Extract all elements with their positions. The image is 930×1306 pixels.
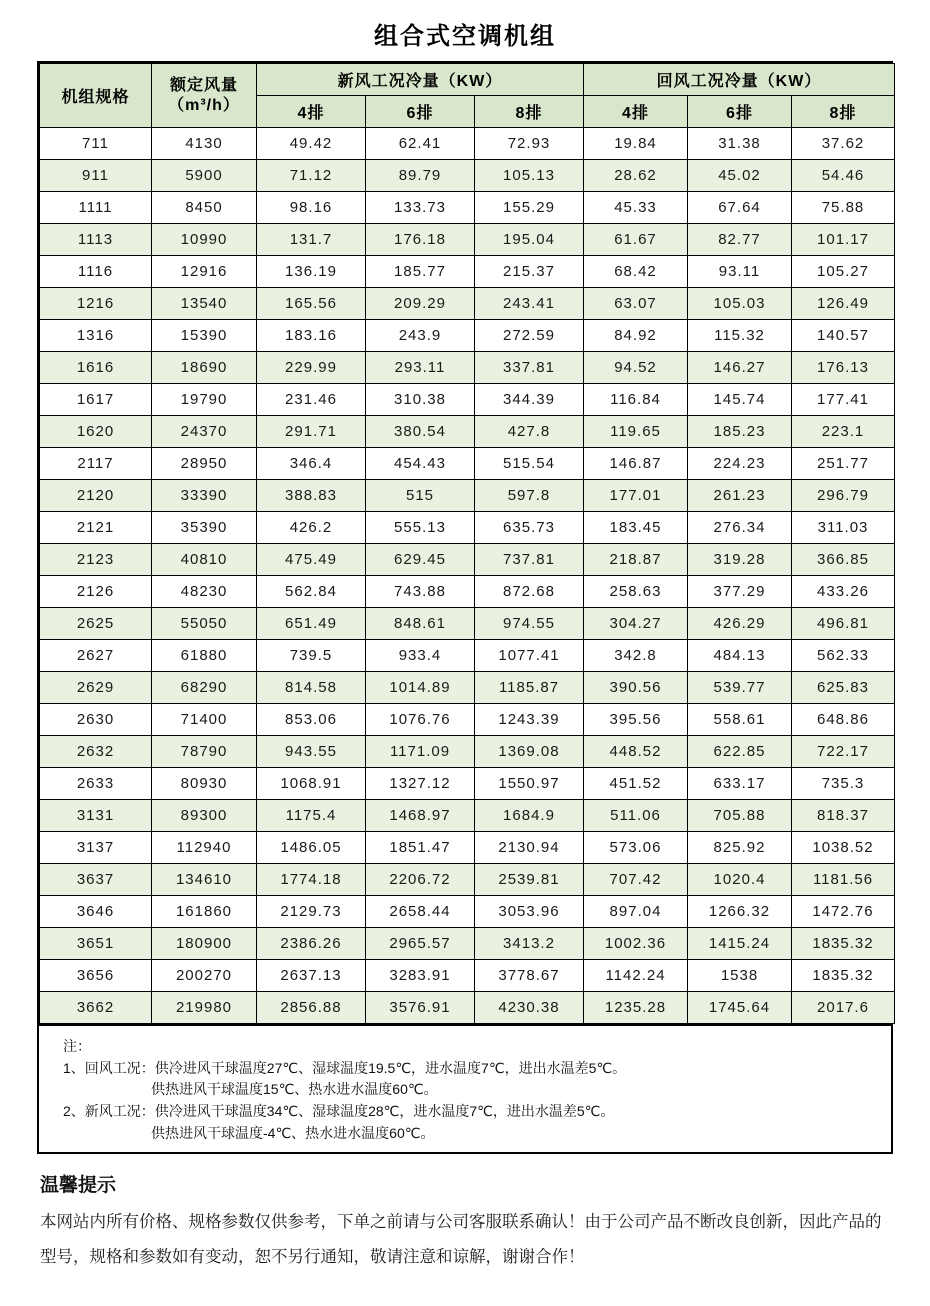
cell: 825.92 xyxy=(688,832,792,864)
cell: 183.16 xyxy=(257,320,366,352)
cell: 177.41 xyxy=(792,384,895,416)
cell: 1774.18 xyxy=(257,864,366,896)
cell: 105.03 xyxy=(688,288,792,320)
table-row xyxy=(40,640,895,672)
cell: 10990 xyxy=(152,224,257,256)
header-group-return-air: 回风工况冷量（KW） xyxy=(584,64,895,96)
cell: 346.4 xyxy=(257,448,366,480)
cell: 1077.41 xyxy=(475,640,584,672)
cell: 539.77 xyxy=(688,672,792,704)
cell: 82.77 xyxy=(688,224,792,256)
cell: 622.85 xyxy=(688,736,792,768)
table-row xyxy=(40,768,895,800)
cell: 1468.97 xyxy=(366,800,475,832)
table-row xyxy=(40,608,895,640)
cell: 224.23 xyxy=(688,448,792,480)
cell: 1616 xyxy=(40,352,152,384)
cell: 735.3 xyxy=(792,768,895,800)
notes-section xyxy=(39,1024,891,1152)
cell: 3413.2 xyxy=(475,928,584,960)
header-fresh-6rows: 6排 xyxy=(366,96,475,128)
table-row xyxy=(40,992,895,1024)
cell: 1745.64 xyxy=(688,992,792,1024)
cell: 35390 xyxy=(152,512,257,544)
cell: 3283.91 xyxy=(366,960,475,992)
cell: 597.8 xyxy=(475,480,584,512)
cell: 133.73 xyxy=(366,192,475,224)
cell: 1851.47 xyxy=(366,832,475,864)
cell: 45.02 xyxy=(688,160,792,192)
table-row xyxy=(40,736,895,768)
cell: 337.81 xyxy=(475,352,584,384)
cell: 1014.89 xyxy=(366,672,475,704)
cell: 2121 xyxy=(40,512,152,544)
cell: 2120 xyxy=(40,480,152,512)
cell: 515 xyxy=(366,480,475,512)
cell: 366.85 xyxy=(792,544,895,576)
table-row xyxy=(40,224,895,256)
cell: 496.81 xyxy=(792,608,895,640)
cell: 45.33 xyxy=(584,192,688,224)
table-row xyxy=(40,704,895,736)
cell: 146.87 xyxy=(584,448,688,480)
cell: 342.8 xyxy=(584,640,688,672)
table-row xyxy=(40,544,895,576)
cell: 3576.91 xyxy=(366,992,475,1024)
cell: 293.11 xyxy=(366,352,475,384)
cell: 33390 xyxy=(152,480,257,512)
cell: 101.17 xyxy=(792,224,895,256)
cell: 48230 xyxy=(152,576,257,608)
cell: 12916 xyxy=(152,256,257,288)
cell: 78790 xyxy=(152,736,257,768)
table-row xyxy=(40,320,895,352)
cell: 1002.36 xyxy=(584,928,688,960)
cell: 215.37 xyxy=(475,256,584,288)
tips-body: 本网站内所有价格、规格参数仅供参考，下单之前请与公司客服联系确认！由于公司产品不断改良创新，因此产品的型号，规格和参数如有变动，恕不另行通知，敬请注意和谅解，谢谢合作！ xyxy=(40,1213,882,1267)
cell: 2017.6 xyxy=(792,992,895,1024)
table-row xyxy=(40,160,895,192)
cell: 296.79 xyxy=(792,480,895,512)
cell: 155.29 xyxy=(475,192,584,224)
cell: 2965.57 xyxy=(366,928,475,960)
cell: 711 xyxy=(40,128,152,160)
note-item-return-air-line2: 供热进风干球温度15℃、热水进水温度60℃。 xyxy=(151,1081,438,1098)
cell: 276.34 xyxy=(688,512,792,544)
cell: 176.13 xyxy=(792,352,895,384)
note-return-cooling: 供冷进风干球温度27℃、湿球温度19.5℃，进水温度7℃，进出水温差5℃。 xyxy=(154,1059,627,1076)
cell: 2856.88 xyxy=(257,992,366,1024)
cell: 72.93 xyxy=(475,128,584,160)
cell: 911 xyxy=(40,160,152,192)
cell: 18690 xyxy=(152,352,257,384)
cell: 49.42 xyxy=(257,128,366,160)
cell: 2117 xyxy=(40,448,152,480)
cell: 2633 xyxy=(40,768,152,800)
cell: 1835.32 xyxy=(792,928,895,960)
cell: 943.55 xyxy=(257,736,366,768)
cell: 737.81 xyxy=(475,544,584,576)
cell: 195.04 xyxy=(475,224,584,256)
cell: 251.77 xyxy=(792,448,895,480)
table-row xyxy=(40,576,895,608)
cell: 75.88 xyxy=(792,192,895,224)
cell: 3131 xyxy=(40,800,152,832)
cell: 818.37 xyxy=(792,800,895,832)
cell: 89300 xyxy=(152,800,257,832)
note-item-return-air-line1 xyxy=(63,1058,879,1080)
cell: 2130.94 xyxy=(475,832,584,864)
cell: 814.58 xyxy=(257,672,366,704)
cell: 515.54 xyxy=(475,448,584,480)
cell: 426.29 xyxy=(688,608,792,640)
cell: 1684.9 xyxy=(475,800,584,832)
header-unit-spec: 机组规格 xyxy=(40,64,152,128)
table-row xyxy=(40,672,895,704)
cell: 3646 xyxy=(40,896,152,928)
cell: 395.56 xyxy=(584,704,688,736)
cell: 140.57 xyxy=(792,320,895,352)
cell: 304.27 xyxy=(584,608,688,640)
cell: 229.99 xyxy=(257,352,366,384)
cell: 161860 xyxy=(152,896,257,928)
cell: 258.63 xyxy=(584,576,688,608)
cell: 390.56 xyxy=(584,672,688,704)
cell: 126.49 xyxy=(792,288,895,320)
cell: 68290 xyxy=(152,672,257,704)
cell: 426.2 xyxy=(257,512,366,544)
cell: 3637 xyxy=(40,864,152,896)
cell: 2386.26 xyxy=(257,928,366,960)
cell: 28.62 xyxy=(584,160,688,192)
cell: 2123 xyxy=(40,544,152,576)
cell: 71.12 xyxy=(257,160,366,192)
note-return-prefix: 1、回风工况： xyxy=(63,1059,155,1076)
cell: 1038.52 xyxy=(792,832,895,864)
table-row xyxy=(40,864,895,896)
cell: 1620 xyxy=(40,416,152,448)
note-fresh-prefix: 2、新风工况： xyxy=(63,1103,155,1120)
cell: 136.19 xyxy=(257,256,366,288)
cell: 145.74 xyxy=(688,384,792,416)
cell: 344.39 xyxy=(475,384,584,416)
table-row xyxy=(40,928,895,960)
cell: 243.41 xyxy=(475,288,584,320)
cell: 562.33 xyxy=(792,640,895,672)
cell: 67.64 xyxy=(688,192,792,224)
cell: 3778.67 xyxy=(475,960,584,992)
cell: 1327.12 xyxy=(366,768,475,800)
cell: 19790 xyxy=(152,384,257,416)
cell: 40810 xyxy=(152,544,257,576)
cell: 80930 xyxy=(152,768,257,800)
table-row xyxy=(40,896,895,928)
cell: 62.41 xyxy=(366,128,475,160)
cell: 112940 xyxy=(152,832,257,864)
page-title: 组合式空调机组 xyxy=(374,23,556,50)
cell: 853.06 xyxy=(257,704,366,736)
cell: 219980 xyxy=(152,992,257,1024)
cell: 1113 xyxy=(40,224,152,256)
cell: 89.79 xyxy=(366,160,475,192)
cell: 454.43 xyxy=(366,448,475,480)
header-return-6rows: 6排 xyxy=(688,96,792,128)
cell: 272.59 xyxy=(475,320,584,352)
header-rated-airflow-line1: 额定风量 xyxy=(169,76,238,94)
cell: 68.42 xyxy=(584,256,688,288)
table-row xyxy=(40,256,895,288)
cell: 1835.32 xyxy=(792,960,895,992)
header-return-4rows: 4排 xyxy=(584,96,688,128)
cell: 558.61 xyxy=(688,704,792,736)
cell: 648.86 xyxy=(792,704,895,736)
cell: 707.42 xyxy=(584,864,688,896)
cell: 1116 xyxy=(40,256,152,288)
cell: 116.84 xyxy=(584,384,688,416)
cell: 484.13 xyxy=(688,640,792,672)
table-row xyxy=(40,960,895,992)
cell: 2630 xyxy=(40,704,152,736)
cell: 291.71 xyxy=(257,416,366,448)
cell: 93.11 xyxy=(688,256,792,288)
cell: 94.52 xyxy=(584,352,688,384)
header-rated-airflow-line2: （m³/h） xyxy=(168,96,240,114)
cell: 743.88 xyxy=(366,576,475,608)
cell: 705.88 xyxy=(688,800,792,832)
cell: 4230.38 xyxy=(475,992,584,1024)
cell: 2126 xyxy=(40,576,152,608)
cell: 311.03 xyxy=(792,512,895,544)
table-row xyxy=(40,288,895,320)
cell: 555.13 xyxy=(366,512,475,544)
cell: 185.23 xyxy=(688,416,792,448)
cell: 451.52 xyxy=(584,768,688,800)
cell: 651.49 xyxy=(257,608,366,640)
cell: 562.84 xyxy=(257,576,366,608)
header-fresh-8rows: 8排 xyxy=(475,96,584,128)
cell: 1175.4 xyxy=(257,800,366,832)
cell: 177.01 xyxy=(584,480,688,512)
cell: 1076.76 xyxy=(366,704,475,736)
table-row xyxy=(40,352,895,384)
cell: 310.38 xyxy=(366,384,475,416)
header-return-8rows: 8排 xyxy=(792,96,895,128)
cell: 5900 xyxy=(152,160,257,192)
table-row xyxy=(40,512,895,544)
cell: 15390 xyxy=(152,320,257,352)
cell: 63.07 xyxy=(584,288,688,320)
cell: 98.16 xyxy=(257,192,366,224)
cell: 380.54 xyxy=(366,416,475,448)
cell: 1171.09 xyxy=(366,736,475,768)
cell: 165.56 xyxy=(257,288,366,320)
cell: 377.29 xyxy=(688,576,792,608)
table-row xyxy=(40,448,895,480)
cell: 185.77 xyxy=(366,256,475,288)
cell: 974.55 xyxy=(475,608,584,640)
cell: 1617 xyxy=(40,384,152,416)
cell: 2206.72 xyxy=(366,864,475,896)
cell: 134610 xyxy=(152,864,257,896)
table-body xyxy=(40,128,895,1024)
cell: 1486.05 xyxy=(257,832,366,864)
cell: 388.83 xyxy=(257,480,366,512)
cell: 28950 xyxy=(152,448,257,480)
cell: 1316 xyxy=(40,320,152,352)
cell: 261.23 xyxy=(688,480,792,512)
notes-label: 注： xyxy=(63,1038,91,1054)
table-header xyxy=(40,64,895,128)
cell: 71400 xyxy=(152,704,257,736)
table-row xyxy=(40,128,895,160)
cell: 3656 xyxy=(40,960,152,992)
cell: 933.4 xyxy=(366,640,475,672)
cell: 1020.4 xyxy=(688,864,792,896)
cell: 13540 xyxy=(152,288,257,320)
cell: 1369.08 xyxy=(475,736,584,768)
header-fresh-4rows: 4排 xyxy=(257,96,366,128)
cell: 2539.81 xyxy=(475,864,584,896)
spec-sheet xyxy=(37,61,893,1154)
table-row xyxy=(40,192,895,224)
cell: 1538 xyxy=(688,960,792,992)
cell: 2129.73 xyxy=(257,896,366,928)
cell: 1415.24 xyxy=(688,928,792,960)
cell: 848.61 xyxy=(366,608,475,640)
cell: 872.68 xyxy=(475,576,584,608)
cell: 31.38 xyxy=(688,128,792,160)
cell: 231.46 xyxy=(257,384,366,416)
cell: 739.5 xyxy=(257,640,366,672)
tips-heading: 温馨提示 xyxy=(40,1175,117,1197)
cell: 722.17 xyxy=(792,736,895,768)
cell: 1111 xyxy=(40,192,152,224)
cell: 183.45 xyxy=(584,512,688,544)
cell: 146.27 xyxy=(688,352,792,384)
cell: 176.18 xyxy=(366,224,475,256)
cell: 105.27 xyxy=(792,256,895,288)
header-group-fresh-air: 新风工况冷量（KW） xyxy=(257,64,584,96)
tips-section xyxy=(40,1170,892,1274)
cell: 433.26 xyxy=(792,576,895,608)
header-rated-airflow xyxy=(152,64,257,128)
cell: 573.06 xyxy=(584,832,688,864)
cell: 2632 xyxy=(40,736,152,768)
cell: 61880 xyxy=(152,640,257,672)
cell: 105.13 xyxy=(475,160,584,192)
cell: 629.45 xyxy=(366,544,475,576)
cell: 1185.87 xyxy=(475,672,584,704)
cell: 1142.24 xyxy=(584,960,688,992)
table-row xyxy=(40,480,895,512)
note-fresh-cooling: 供冷进风干球温度34℃、湿球温度28℃，进水温度7℃，进出水温差5℃。 xyxy=(154,1103,615,1120)
cooling-capacity-table xyxy=(39,63,895,1024)
cell: 180900 xyxy=(152,928,257,960)
cell: 2629 xyxy=(40,672,152,704)
cell: 475.49 xyxy=(257,544,366,576)
cell: 84.92 xyxy=(584,320,688,352)
note-item-fresh-air-line2: 供热进风干球温度-4℃、热水进水温度60℃。 xyxy=(151,1124,435,1141)
cell: 200270 xyxy=(152,960,257,992)
cell: 511.06 xyxy=(584,800,688,832)
cell: 119.65 xyxy=(584,416,688,448)
cell: 633.17 xyxy=(688,768,792,800)
note-item-fresh-air-line1 xyxy=(63,1101,879,1123)
cell: 2658.44 xyxy=(366,896,475,928)
cell: 8450 xyxy=(152,192,257,224)
cell: 448.52 xyxy=(584,736,688,768)
cell: 635.73 xyxy=(475,512,584,544)
cell: 19.84 xyxy=(584,128,688,160)
table-row xyxy=(40,832,895,864)
cell: 1235.28 xyxy=(584,992,688,1024)
cell: 223.1 xyxy=(792,416,895,448)
cell: 1068.91 xyxy=(257,768,366,800)
cell: 131.7 xyxy=(257,224,366,256)
cell: 1550.97 xyxy=(475,768,584,800)
cell: 61.67 xyxy=(584,224,688,256)
cell: 1266.32 xyxy=(688,896,792,928)
cell: 1243.39 xyxy=(475,704,584,736)
cell: 1216 xyxy=(40,288,152,320)
cell: 3137 xyxy=(40,832,152,864)
cell: 1472.76 xyxy=(792,896,895,928)
table-row xyxy=(40,416,895,448)
cell: 319.28 xyxy=(688,544,792,576)
cell: 3662 xyxy=(40,992,152,1024)
cell: 897.04 xyxy=(584,896,688,928)
cell: 2637.13 xyxy=(257,960,366,992)
table-row xyxy=(40,800,895,832)
cell: 2627 xyxy=(40,640,152,672)
cell: 243.9 xyxy=(366,320,475,352)
cell: 37.62 xyxy=(792,128,895,160)
cell: 625.83 xyxy=(792,672,895,704)
table-row xyxy=(40,384,895,416)
cell: 2625 xyxy=(40,608,152,640)
cell: 4130 xyxy=(152,128,257,160)
cell: 218.87 xyxy=(584,544,688,576)
cell: 427.8 xyxy=(475,416,584,448)
cell: 54.46 xyxy=(792,160,895,192)
cell: 209.29 xyxy=(366,288,475,320)
cell: 55050 xyxy=(152,608,257,640)
cell: 1181.56 xyxy=(792,864,895,896)
cell: 24370 xyxy=(152,416,257,448)
cell: 3053.96 xyxy=(475,896,584,928)
cell: 3651 xyxy=(40,928,152,960)
cell: 115.32 xyxy=(688,320,792,352)
